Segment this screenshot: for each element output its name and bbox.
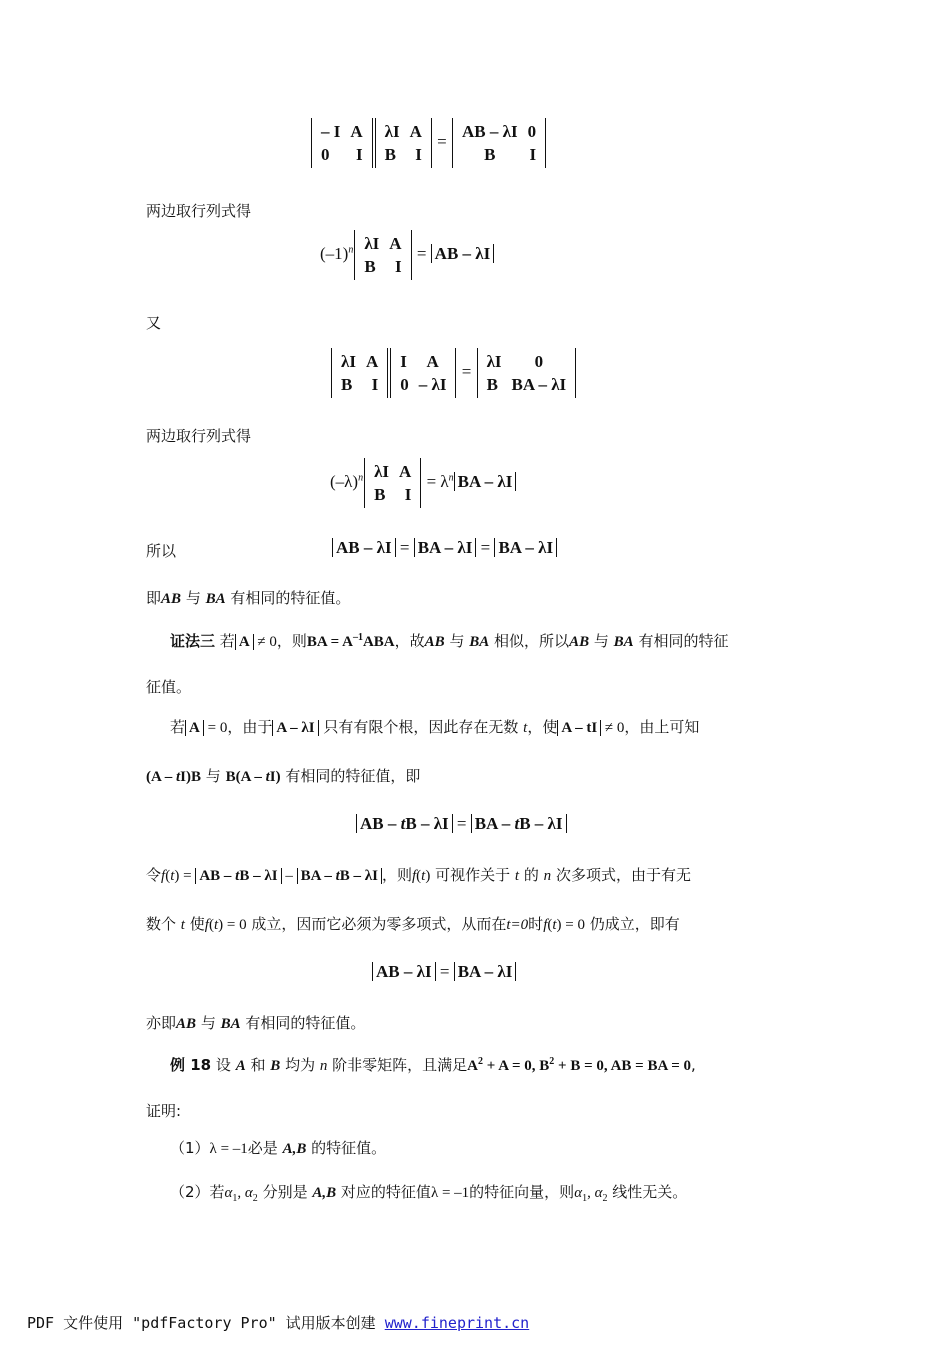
footer-text: PDF 文件使用 "pdfFactory Pro" 试用版本创建: [27, 1314, 385, 1332]
label-prove: 证明:: [146, 1102, 182, 1120]
matrix-det: I A 0 – λI: [390, 348, 456, 398]
proof-three-line-1: 证法三 若 A ≠ 0，则BA = $A^{-1}ABA$，故AB 与 BA 相似，所以AB 与 BA 有相同的特征: [170, 632, 729, 650]
label-therefore: 所以: [146, 542, 177, 560]
footer-link[interactable]: www.fineprint.cn: [384, 1314, 530, 1332]
equation-conclusion-2: AB – λI = BA – λI: [372, 962, 516, 982]
label-take-det-1: 两边取行列式得: [146, 202, 252, 220]
matrix-det: λI A B I: [375, 118, 432, 168]
equation-block-product-1: – I A 0 I λI A B I = AB – λI 0 B I: [310, 118, 547, 168]
matrix-det: AB – λI 0 B I: [452, 118, 546, 168]
equation-conclusion-1: AB – λI = BA – λI = BA – λI: [332, 538, 557, 558]
case-singular-line-1: 若 A = 0，由于 A – λI 只有有限个根，因此存在无数 t，使 A – tI ≠ 0，由上可知: [170, 718, 700, 736]
label-take-det-2: 两边取行列式得: [146, 427, 252, 445]
conclusion-1: 即AB 与 BA 有相同的特征值。: [146, 589, 351, 607]
equation-det-identity-1: $(-1)^n$ λI A B I = AB – λI: [320, 230, 494, 280]
proof3-title: 证法三: [170, 632, 216, 650]
label-again: 又: [146, 314, 162, 332]
define-f-line-2: 数个 t 使f(t) = 0 成立，因而它必须为零多项式，从而在t=0时f(t) = 0 仍成立，即有: [146, 915, 680, 933]
define-f-line-1: 令f(t) = AB – tB – λI – BA – tB – λI ，则f(t) 可视作关于 t 的 n 次多项式，由于有无: [146, 866, 691, 884]
proof-three-line-2: 征值。: [146, 678, 192, 696]
example-title: 例 18: [170, 1056, 212, 1074]
case-singular-line-2: (A – tI)B 与 B(A – tI) 有相同的特征值，即: [146, 767, 421, 785]
conclusion-2: 亦即AB 与 BA 有相同的特征值。: [146, 1014, 366, 1032]
equation-shifted: AB – tB – λI = BA – tB – λI: [356, 814, 567, 834]
item-1: （1）λ = –1必是 A,B 的特征值。: [170, 1139, 387, 1157]
equation-block-product-2: λI A B I I A 0 – λI = λI 0 B BA – λI: [330, 348, 577, 398]
example-18-statement: 例 18 设 A 和 B 均为 n 阶非零矩阵，且满足$A^2 + A = 0$, $B^2 + B = 0$, AB = BA = 0,: [170, 1056, 696, 1074]
matrix-det: λI A B I: [364, 458, 421, 508]
matrix-det: λI A B I: [354, 230, 411, 280]
matrix-det: – I A 0 I: [311, 118, 373, 168]
footer-watermark: [27, 1312, 529, 1333]
equation-det-identity-2: $(-\lambda)^n$ λI A B I = $\lambda^n$ BA – λI: [330, 458, 516, 508]
item-2: （2）若$\alpha_1$, $\alpha_2$ 分别是 A,B 对应的特征值λ = –1的特征向量，则$\alpha_1$, $\alpha_2$ 线性无关。: [170, 1183, 688, 1204]
matrix-det: λI 0 B BA – λI: [477, 348, 577, 398]
matrix-det: λI A B I: [331, 348, 388, 398]
